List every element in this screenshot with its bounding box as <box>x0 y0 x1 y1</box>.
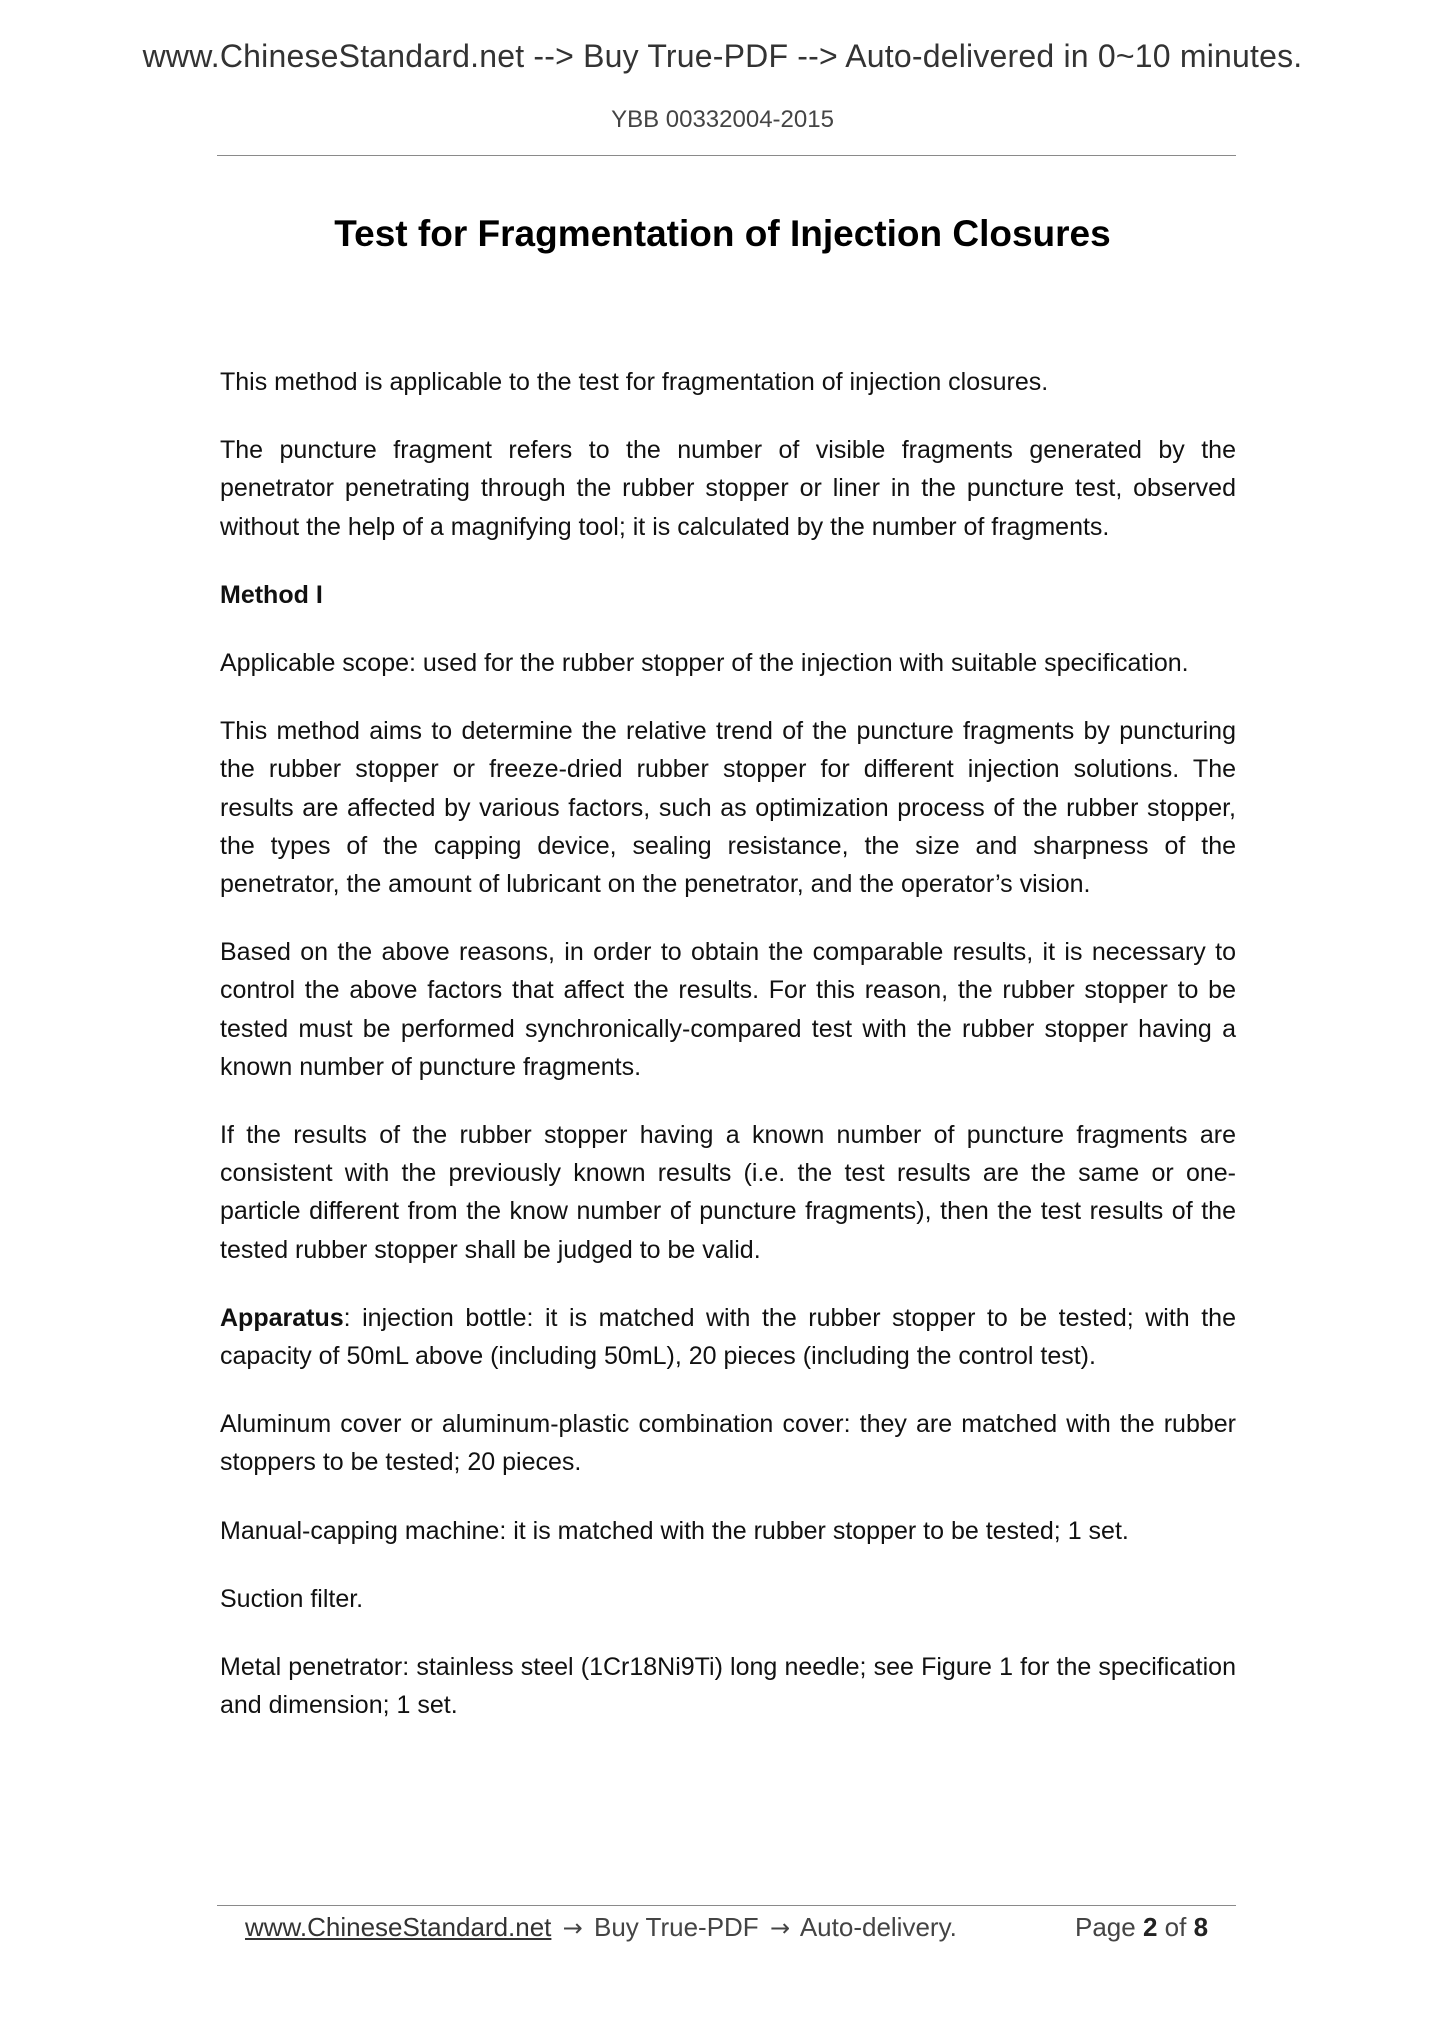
top-banner: www.ChineseStandard.net --> Buy True-PDF --> Auto-delivered in 0~10 minutes. <box>142 38 1303 74</box>
document-body <box>220 363 1236 1754</box>
of-word: of <box>1164 1912 1187 1942</box>
paragraph-applicable-scope: Applicable scope: used for the rubber stopper of the injection with suitable specification. <box>220 649 1189 678</box>
header-divider <box>217 155 1236 156</box>
section-heading-method-1: Method I <box>220 580 323 609</box>
paragraph-scope: This method is applicable to the test for fragmentation of injection closures. <box>220 368 1049 396</box>
footer-delivery-text: Auto-delivery. <box>799 1912 957 1942</box>
paragraph-suction-filter: Suction filter. <box>220 1584 364 1613</box>
right-arrow-icon: → <box>562 1914 583 1942</box>
page-indicator <box>1075 1912 1208 1943</box>
paragraph-method-aim: This method aims to determine the relative trend of the puncture fragments by puncturing the rubber stopper or freeze-dried rubber stopper for different injection solutions. The results are affected by various factors, such as optimization process of the rubber stopper, the types of the capping device, sealing resistance, the size and sharpness of the penetrator, the amount of lubricant on the penetrator, and the operator’s vision. <box>220 717 1236 899</box>
page-word: Page <box>1075 1912 1136 1942</box>
paragraph-capping-machine: Manual-capping machine: it is matched with the rubber stopper to be tested; 1 set. <box>220 1516 1129 1545</box>
footer-buy-text: Buy True-PDF <box>593 1912 759 1942</box>
paragraph-definition: The puncture fragment refers to the number of visible fragments generated by the penetrator penetrating through the rubber stopper or liner in the puncture test, observed without the help of a magnifying tool; it is calculated by the number of fragments. <box>220 436 1236 541</box>
page-title: Test for Fragmentation of Injection Closures <box>334 213 1111 254</box>
page-footer <box>245 1912 1235 1952</box>
paragraph-reasons: Based on the above reasons, in order to obtain the comparable results, it is necessary to control the above factors that affect the results. For this reason, the rubber stopper to be tested must be performed synchronically-compared test with the rubber stopper having a known number of puncture fragments. <box>220 938 1236 1081</box>
footer-divider <box>217 1905 1236 1906</box>
total-pages-number: 8 <box>1193 1912 1209 1942</box>
paragraph-aluminum-cover: Aluminum cover or aluminum-plastic combination cover: they are matched with the rubber stoppers to be tested; 20 pieces. <box>220 1410 1236 1477</box>
paragraph-validity: If the results of the rubber stopper having a known number of puncture fragments are consistent with the previously known results (i.e. the test results are the same or one-particle different from the know number of puncture fragments), then the test results of the tested rubber stopper shall be judged to be valid. <box>220 1121 1236 1264</box>
apparatus-text: : injection bottle: it is matched with the rubber stopper to be tested; with the capacity of 50mL above (including 50mL), 20 pieces (including the control test). <box>220 1303 1236 1371</box>
current-page-number: 2 <box>1142 1912 1158 1942</box>
apparatus-label: Apparatus <box>220 1303 344 1332</box>
paragraph-metal-penetrator: Metal penetrator: stainless steel (1Cr18Ni9Ti) long needle; see Figure 1 for the specification and dimension; 1 set. <box>220 1653 1236 1720</box>
document-code: YBB 00332004-2015 <box>611 106 834 133</box>
right-arrow-icon: → <box>769 1914 791 1942</box>
footer-site-link[interactable]: www.ChineseStandard.net <box>245 1912 552 1942</box>
paragraph-apparatus <box>220 1299 1236 1375</box>
footer-links <box>245 1912 957 1943</box>
